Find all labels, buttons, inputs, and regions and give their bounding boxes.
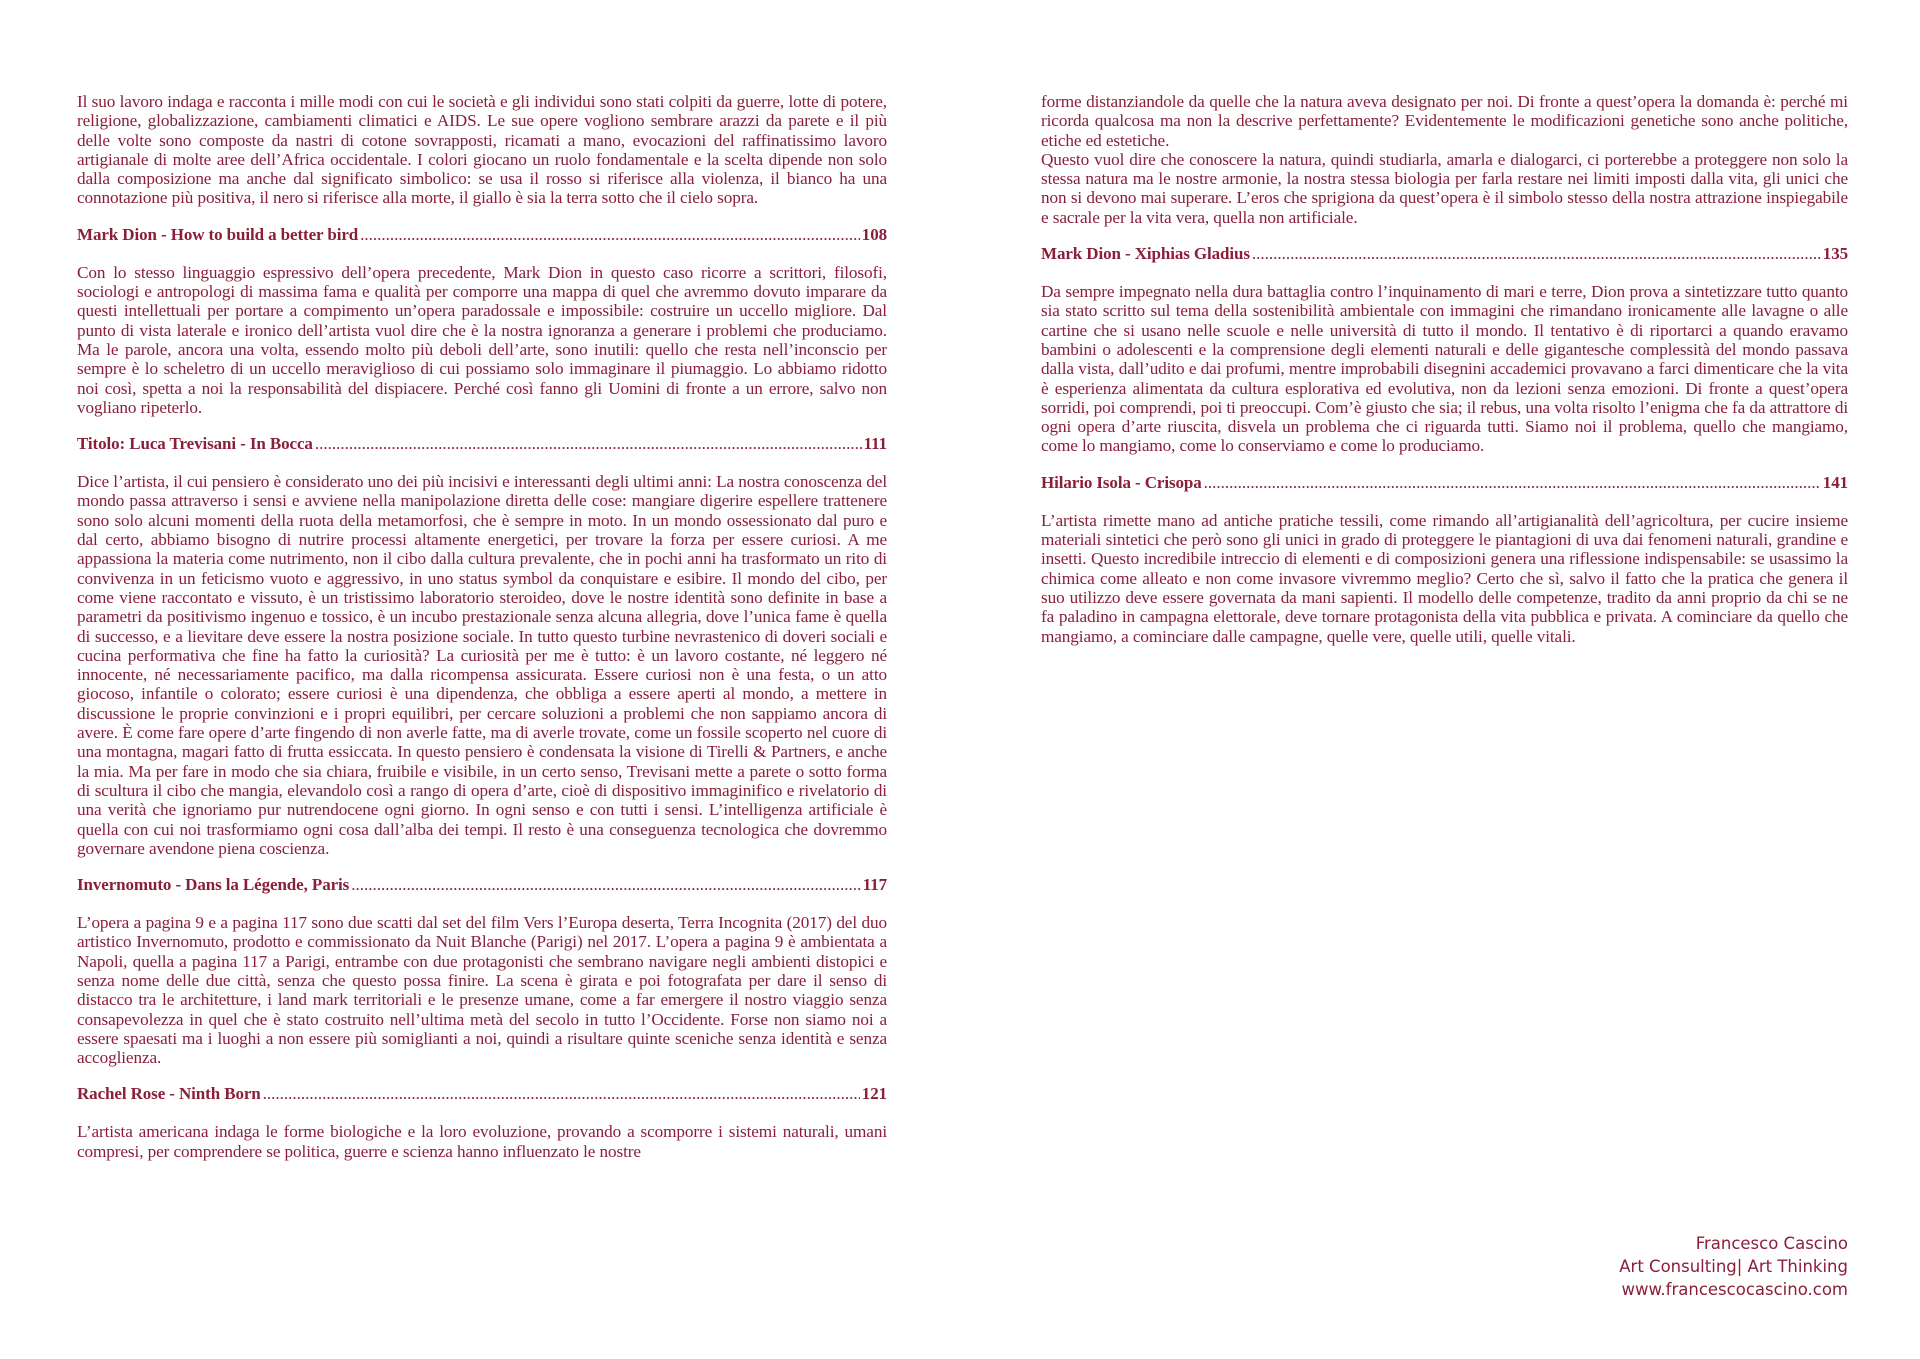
entry-text: Con lo stesso linguaggio espressivo dell’opera precedente, Mark Dion in questo caso ricorre a scrittori, filosofi, sociologi e antropologi di massima fama e qualità per comporre una mappa di quel che avremmo dovuto imparare da questi intellettuali per portare a compimento un’opera paradossale e impossibile: costruire un uccello migliore. Dal punto di vista laterale e ironico dell’artista vuol dire che è la nostra ignoranza a generare i problemi che produciamo. Ma le parole, ancora una volta, essendo molto più deboli dell’arte, sono inutili: quello che resta nell’inconscio per sempre è lo scheletro di un uccello meraviglioso di cui possiamo solo immaginare il piumaggio. Lo abbiamo ridotto noi così, spetta a noi la responsabilità del dispiacere. Perché così fanno gli Uomini di fronte a un errore, salvo non vogliano ripeterlo. (77, 262, 887, 417)
continuation-paragraph: Questo vuol dire che conoscere la natura, quindi studiarla, amarla e dialogarci, ci porterebbe a proteggere non solo la stessa natura ma le nostre armonie, la nostra stessa biologia per farla restare nei limiti imposti dalla vita, gli unici che non si devono mai superare. L’eros che sprigiona da quest’opera è il simbolo stesso della nostra attrazione inspiegabile e sacrale per la vita vera, quella non artificiale. (1041, 149, 1848, 227)
entry-heading (77, 1084, 887, 1103)
entry-text: L’opera a pagina 9 e a pagina 117 sono due scatti dal set del film Vers l’Europa deserta, Terra Incognita (2017) del duo artistico Invernomuto, prodotto e commissionato da Nuit Blanche (Parigi) nel 2017. L’opera a pagina 9 è ambientata a Napoli, quella a pagina 117 a Parigi, entrambe con due protagonisti che sembrano navigare negli ambienti distopici e senza nome delle due città, senza che questo possa finire. La scena è girata e poi fotografata per dare il senso di distacco tra le architetture, i land mark territoriali e le presenze umane, come a far emergere il nostro viaggio senza consapevolezza in quel che è stato costruito nell’ultima metà del secolo in tutto l’Occidente. Forse non siamo noi a essere spaesati ma i luoghi a non essere più somiglianti a noi, quindi a risultare quinte sceniche senza identità e senza accoglienza. (77, 913, 887, 1068)
leader-dots (1204, 473, 1821, 492)
leader-dots (360, 225, 860, 244)
entry-page-number: 117 (862, 875, 887, 895)
entry-text: L’artista americana indaga le forme biologiche e la loro evoluzione, provando a scomporre i sistemi naturali, umani compresi, per comprendere se politica, guerre e scienza hanno influenzato le nostre (77, 1122, 887, 1161)
entry-heading (1041, 244, 1848, 263)
continuation-paragraph: forme distanziandole da quelle che la natura aveva designato per noi. Di fronte a quest’opera la domanda è: perché mi ricorda qualcosa ma non la descrive perfettamente? Evidentemente le modificazioni genetiche sono anche politiche, etiche ed estetiche. (1041, 92, 1848, 150)
entry-page-number: 141 (1822, 472, 1848, 492)
entry-title: Invernomuto - Dans la Légende, Paris (77, 875, 350, 895)
entry-title: Hilario Isola - Crisopa (1041, 472, 1202, 492)
entry-title: Mark Dion - Xiphias Gladius (1041, 244, 1250, 264)
entry-title: Rachel Rose - Ninth Born (77, 1084, 261, 1104)
signature-website: www.francescocascino.com (1621, 1280, 1848, 1299)
signature-name: Francesco Cascino (1695, 1234, 1848, 1253)
right-column (1041, 92, 1848, 646)
entry-heading (77, 875, 887, 894)
leader-dots (1252, 244, 1821, 263)
leader-dots (263, 1084, 860, 1103)
entry-heading (77, 225, 887, 244)
entry-page-number: 121 (861, 1084, 887, 1104)
entry-heading (77, 434, 887, 453)
signature-tagline: Art Consulting| Art Thinking (1619, 1257, 1848, 1276)
signature-block (1619, 1232, 1848, 1301)
entry-page-number: 111 (863, 434, 887, 454)
left-column (77, 92, 887, 1161)
entry-page-number: 108 (861, 224, 887, 244)
entry-title: Titolo: Luca Trevisani - In Bocca (77, 434, 313, 454)
entry-heading (1041, 473, 1848, 492)
leader-dots (351, 875, 861, 894)
entry-page-number: 135 (1822, 244, 1848, 264)
entry-text: L’artista rimette mano ad antiche pratiche tessili, come rimando all’artigianalità dell’agricoltura, per cucire insieme materiali sintetici che però sono gli unici in grado di proteggere le piantagioni di uva dai fenomeni naturali, grandine e insetti. Questo incredibile intreccio di elementi e di composizioni genera una riflessione indispensabile: se usassimo la chimica come alleato e non come invasore vivremmo meglio? Certo che sì, salvo il fatto che la pratica che genera il suo utilizzo deve essere governata da mani sapienti. Il modello delle competenze, tradito da anni proprio da chi se ne fa paladino in campagna elettorale, deve tornare protagonista della vita pubblica e privata. A cominciare da quello che mangiamo, a cominciare dalle campagne, quelle vere, quelle utili, quelle vitali. (1041, 510, 1848, 646)
entry-text: Dice l’artista, il cui pensiero è considerato uno dei più incisivi e interessanti degli ultimi anni: La nostra conoscenza del mondo passa attraverso i sensi e avviene nella manipolazione diretta delle cose: mangiare digerire espellere trattenere sono solo alcuni momenti della ruota della metamorfosi, che è sempre in moto. In un mondo ossessionato dal puro e dal certo, abbiamo bisogno di nutrire processi altamente energetici, per trovare la forza per essere curiosi. A me appassiona la materia come nutrimento, non il cibo dalla cultura prevalente, che in pochi anni ha trasformato un rito di convivenza in un feticismo vuoto e aggressivo, in uno status symbol da conquistare e esibire. Il mondo del cibo, per come viene raccontato e vissuto, è un tristissimo laboratorio steroideo, dove le nostre identità sono definite in base a parametri da positivismo ingenuo e tossico, è un incubo prestazionale senza alcuna allegria, dove l’unica fame è quella di successo, e a lievitare deve essere la nostra posizione sociale. In tutto questo turbine nevrastenico di doveri sociali e cucina performativa che fine ha fatto la curiosità? La curiosità per me è tutto: è un lavoro costante, né leggero né innocente, né necessariamente pacifico, ma dalla ricompensa assicurata. Essere curiosi non è una festa, o un atto giocoso, infantile o colorato; essere curiosi è una dipendenza, che obbliga a essere aperti al mondo, a mettere in discussione le proprie convinzioni e i propri equilibri, per cercare soluzioni a problemi che non sappiamo ancora di avere. È come fare opere d’arte fingendo di non averle fatte, ma di averle trovate, come un fossile scoperto nel cuore di una montagna, magari fatto di frutta essiccata. In questo pensiero è condensata la visione di Tirelli & Partners, e anche la mia. Ma per fare in modo che sia chiara, fruibile e visibile, in un certo senso, Trevisani mette a parete o sotto forma di scultura il cibo che mangia, elevandolo così a rango di opera d’arte, cioè di dispositivo immaginifico e rivelatorio di una verità che ignoriamo pur nutrendocene ogni giorno. In ogni senso e con tutti i sensi. L’intelligenza artificiale è quella con cui noi trasformiamo ogni cosa dall’alba dei tempi. Il resto è una conseguenza tecnologica che dovremmo governare avendone piena coscienza. (77, 472, 887, 858)
entry-title: Mark Dion - How to build a better bird (77, 224, 359, 244)
intro-paragraph: Il suo lavoro indaga e racconta i mille modi con cui le società e gli individui sono stati colpiti da guerre, lotte di potere, religione, globalizzazione, cambiamenti climatici e AIDS. Le sue opere vogliono sembrare arazzi da parete e il più delle volte sono composte da nastri di cotone sovrapposti, ricamati a mano, evocazioni del raffinatissimo lavoro artigianale di molte aree dell’Africa occidentale. I colori giocano un ruolo fondamentale e la scelta dipende non solo dalla composizione ma anche dal significato simbolico: se usa il rosso si riferisce alla violenza, il bianco ha una connotazione più positiva, il nero si riferisce alla morte, il giallo è sia la terra sotto che il cielo sopra. (77, 92, 887, 208)
leader-dots (315, 434, 862, 453)
entry-text: Da sempre impegnato nella dura battaglia contro l’inquinamento di mari e terre, Dion prova a sintetizzare tutto quanto sia stato scritto sul tema della sostenibilità ambientale con immagini che rimandano ironicamente alle lavagne o alle cartine che si usano nelle scuole e nelle università di tutto il mondo. Il tentativo è di riportarci a quando eravamo bambini o adolescenti e la comprensione degli elementi naturali e delle gigantesche complessità del mondo passava dalla vista, dall’udito e dai profumi, mentre improbabili disegnini accademici provavano a farci dimenticare che la vita è esperienza alimentata da cultura esplorativa ed evolutiva, non da lezioni senza emozioni. Di fronte a quest’opera sorridi, poi comprendi, poi ti preoccupi. Com’è giusto che sia; il rebus, una volta risolto l’enigma che fa da attrattore di ogni opera d’arte riuscita, disvela un problema che ci riguarda tutti. Siamo noi il problema, quello che mangiamo, come lo mangiamo, come lo conserviamo e come lo produciamo. (1041, 282, 1848, 456)
